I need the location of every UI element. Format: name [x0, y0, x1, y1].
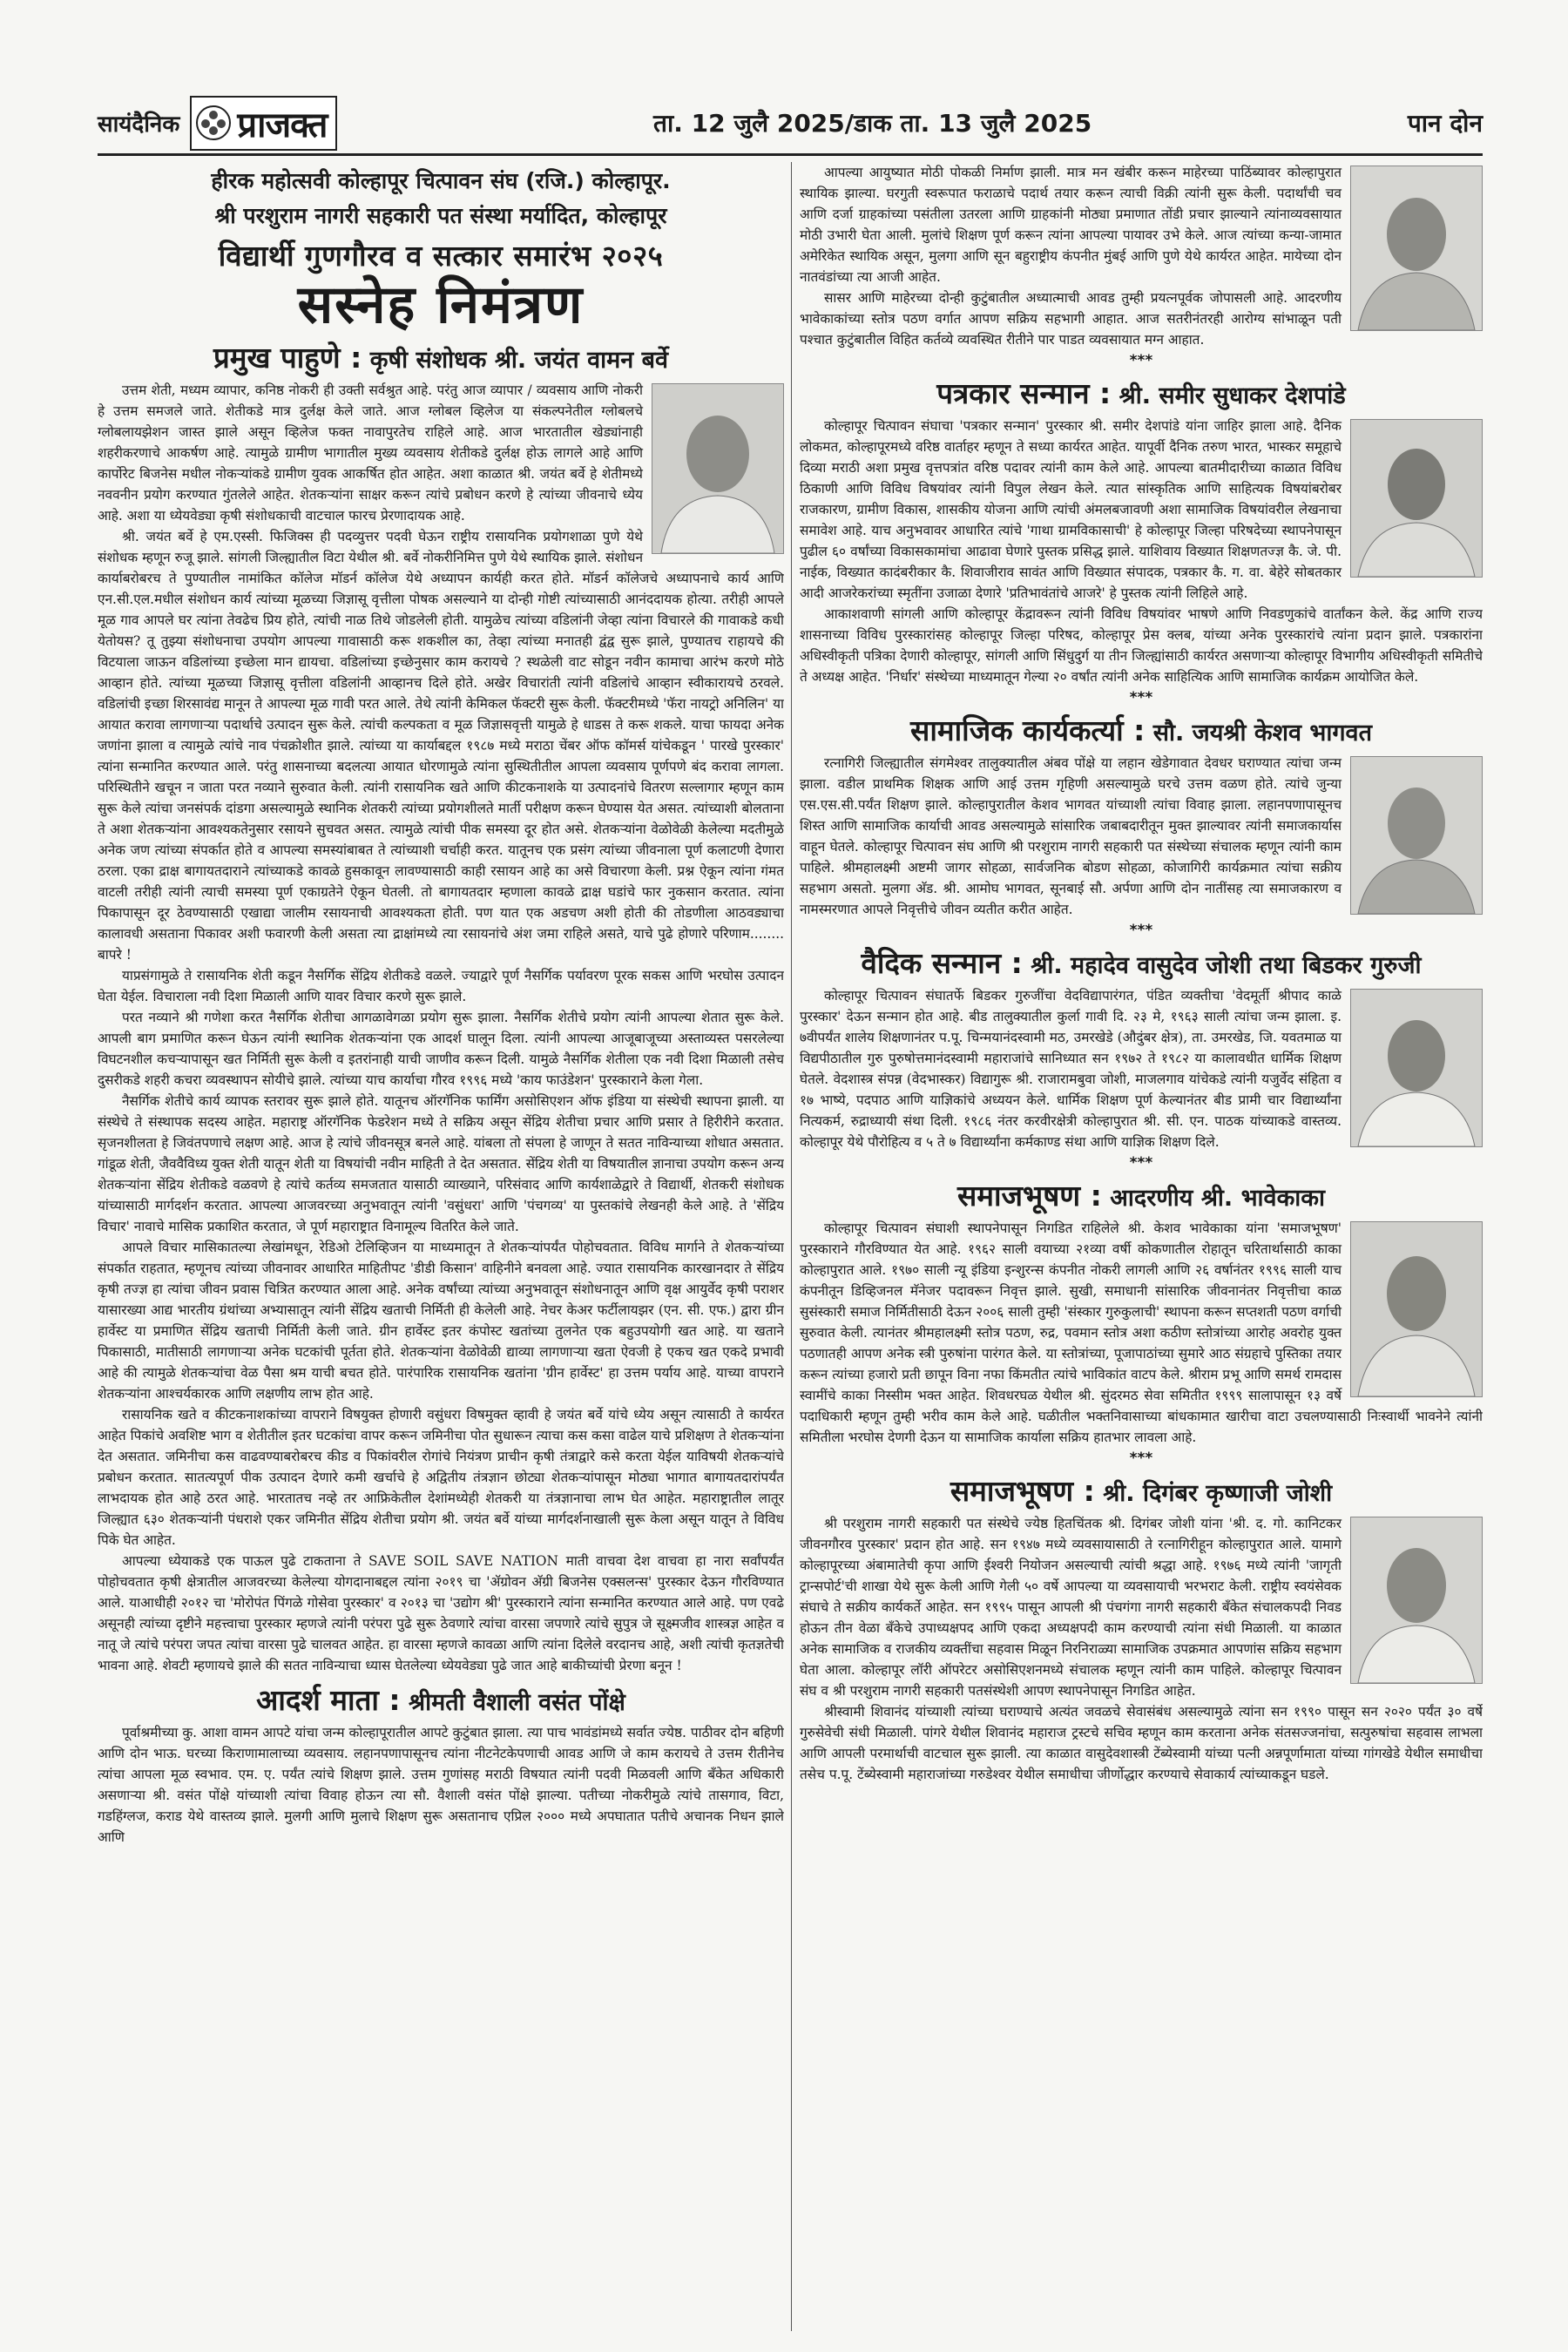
person-photo-icon [1351, 1517, 1482, 1683]
masthead-label: सायंदैनिक [98, 112, 180, 138]
samajbhushan-paragraph: कोल्हापूर चित्पावन संघाशी स्थापनेपासून निगडित राहिलेले श्री. केशव भावेकाका यांना 'समाजभूषण' पुरस्काराने गौरविण्यात येत आहे. १९६२ साली वयाच्या २१व्या वर्षी कोकणातील रोहातून चरितार्थासाठी काका कोल्हापुरात आले. १९७० साली न्यू इंडिया इन्शुरन्स कंपनीत नोकरी लागली आणि २६ वर्षानंतर १९९६ साली याच कंपनीतून डिव्हिजनल मॅनेजर पदावरून निवृत्त झाले. सुखी, समाधानी सांसारिक जीवनानंतर निवृत्तीचा काळ सुसंस्कारी समाज निर्मितीसाठी देऊन २००६ साली तुम्ही 'संस्कार गुरुकुलाची' स्थापना करून सप्तशती पठण वर्गाची सुरुवात केली. त्यानंतर श्रीमहालक्ष्मी स्तोत्र पठण, रुद्र, पवमान स्तोत्र अशा कठीण स्तोत्रांच्या आरोह अवरोह युक्त पठणातही आपण अनेक स्त्री पुरुषांना पारंगत केले. या स्तोत्रांच्या, पूजापाठांच्या सुमारे आठ संग्रहाचे पुस्तिका तयार करून त्यांच्या हजारो प्रती छापून विना नफा किंमतीत त्यांचे भाविकांत वाटप केले. श्रीराम प्रभू आणि समर्थ रामदास स्वामींचे काका निस्सीम भक्त आहेत. शिवधरघळ येथील श्री. सुंदरमठ सेवा समितीत १९९९ सालापासून १३ वर्षे पदाधिकारी म्हणून तुम्ही भरीव काम केले आहे. घळीतील भक्तनिवासाच्या बांधकामात खारीचा वाटा उचलण्यासाठी निःस्वार्थी भावनेने त्यांनी समितीला भरघोस देणगी देऊन या सामाजिक कार्याला सक्रिय हातभार लावला आहे. [800, 1220, 1483, 1445]
social-worker-paragraph: रत्नागिरी जिल्ह्यातील संगमेश्वर तालुक्यातील अंबव पोंक्षे या लहान खेडेगावात देवधर घराण्यात त्यांचा जन्म झाला. वडील प्राथमिक शिक्षक आणि आई उत्तम गृहिणी असल्यामुळे घरचे उत्तम वळण होते. त्यांचे जुन्या एस.एस.सी.पर्यंत शिक्षण झाले. कोल्हापुरातील केशव भागवत यांच्याशी त्यांचा विवाह झाला. लहानपणापासूनच शिस्त आणि सामाजिक कार्याची आवड असल्यामुळे सांसारिक जबाबदारीतून मुक्त झाल्यावर त्यांनी समाजकार्यास वाहून घेतले. कोल्हापूर चित्पावन संघ आणि श्री परशुराम नागरी सहकारी पत संस्थेच्या संचालक म्हणून त्यांनी काम पाहिले. श्रीमहालक्ष्मी अष्टमी जागर सोहळा, सार्वजनिक बोडण सोहळा, कोजागिरी कार्यक्रमात त्यांचा सक्रीय सहभाग असतो. मुलगा अ‍ॅड. श्री. आमोघ भागवत, सूनबाई सौ. अर्पणा आणि दोन नातींसह त्या समाजकारण व नामस्मरणात आपले निवृत्तीचे जीवन व्यतीत करीत आहेत. [800, 755, 1342, 917]
journalist-heading: पत्रकार सन्मान : श्री. समीर सुधाकर देशपांडे [936, 376, 1346, 410]
column-divider [791, 162, 792, 2331]
masthead-brand [98, 96, 337, 151]
samajbhushan-paragraph: श्रीस्वामी शिवानंद यांच्याशी त्यांच्या घराण्याचे अत्यंत जवळचे सेवासंबंध असल्यामुळे त्यांना सन १९९० पासून सन २०२० पर्यंत ३० वर्षे गुरुसेवेची संधी मिळाली. पांगरे येथील शिवानंद महाराज ट्रस्टचे सचिव म्हणून काम करताना अनेक संतसज्जनांचा, सत्पुरुषांचा सहवास लाभला आणि आपली परमार्थाची वाटचाल सुरू झाली. त्या काळात वासुदेवशास्त्री टेंब्येस्वामी यांच्या पत्नी अन्नपूर्णामाता यांच्या गांगखेडे येथील समाधीचा तसेच प.पू. टेंब्येस्वामी महाराजांच्या गरुडेश्वर येथील समाधीचा जीर्णोद्धार करण्याचे सेवाकार्य त्यांच्याकडून घडले. [800, 1704, 1483, 1782]
person-photo-icon [1351, 990, 1482, 1146]
section-separator: *** [1129, 1154, 1153, 1172]
samajbhushan-heading-1: समाजभूषण : आदरणीय श्री. भावेकाका [956, 1179, 1326, 1213]
section-separator: *** [1129, 352, 1153, 369]
organizer-line-1: हीरक महोत्सवी कोल्हापूर चित्पावन संघ (रजि.) कोल्हापूर. [211, 168, 671, 193]
organizer-line-2: श्री परशुराम नागरी सहकारी पत संस्था मर्यादित, कोल्हापूर [214, 203, 667, 228]
ideal-mother-paragraph: आपल्या आयुष्यात मोठी पोकळी निर्माण झाली. मात्र मन खंबीर करून माहेरच्या पाठिंब्यावर कोल्हापुरात स्थायिक झाल्या. घरगुती स्वरूपात फराळाचे पदार्थ तयार करून त्याची विक्री त्यांनी सुरू केली. पदार्थांची चव आणि दर्जा ग्राहकांच्या पसंतीला उतरला आणि ग्राहकांनी मोठ्या प्रमाणात तोंडी प्रचार झाल्याने त्यांनाव्यवसायात मोठी उभारी घेता आली. मुलांचे शिक्षण पूर्ण करून त्यांना आपल्या पायावर उभे केले. आज त्यांच्या कन्या-जामात अमेरिकेत स्थायिक असून, मुलगा आणि सून बहुराष्ट्रीय कंपनीत मुंबई आणि पुणे येथे कार्यरत आहेत. मायेच्या दोन नातवंडांच्या त्या आजी आहेत. [800, 165, 1342, 285]
ideal-mother-paragraph: पूर्वाश्रमीच्या कु. आशा वामन आपटे यांचा जन्म कोल्हापूरातील आपटे कुटुंबात झाला. त्या पाच भावंडांमध्ये सर्वात ज्येष्ठ. पाठीवर दोन बहिणी आणि दोन भाऊ. घरच्या किराणामालाच्या व्यवसाय. लहानपणापासूनच त्यांना नीटनेटकेपणाची आवड आणि जे काम करायचे ते उत्तम रीतीनेच त्यांचा आपला मूळ स्वभाव. एम. ए. पर्यंत त्यांचे शिक्षण झाले. उत्तम गुणांसह मराठी विषयात त्यांनी पदवी मिळवली आणि बँकेत अधिकारी असणाऱ्या श्री. वसंत पोंक्षे यांच्याशी त्यांचा विवाह होऊन त्या सौ. वैशाली वसंत पोंक्षे झाल्या. पतीच्या नोकरीमुळे त्यांचे तासगाव, विटा, गडहिंग्लज, कराड येथे वास्तव्य झाले. मुलगी आणि मुलाचे शिक्षण सुरू असतानाच एप्रिल २००० मध्ये अपघातात पतीचे अचानक निधन झाले आणि [98, 1725, 784, 1845]
vedic-paragraph: कोल्हापूर चित्पावन संघातर्फे बिडकर गुरुजींचा वेदविद्यापारंगत, पंडित व्यक्तीचा 'वेदमूर्ती श्रीपाद काळे पुरस्कार' देऊन सन्मान होत आहे. बीड तालुक्यातील कुर्ला गावी दि. २३ मे, १९६३ साली त्यांचा जन्म झाला. इ. ७वीपर्यंत शालेय शिक्षणानंतर प.पू. चिन्मयानंदस्वामी मठ, उमरखेडे (औदुंबर क्षेत्र), ता. उमरखेड, जि. यवतमाळ या विद्यपीठातील गुरु पुरुषोत्तमानंदस्वामी महाराजांचे सानिध्यात सन १९७२ ते १९८२ या कालावधीत धार्मिक शिक्षण घेतले. वेदशास्त्र संपन्न (वेदभास्कर) विद्यागुरू श्री. राजारामबुवा जोशी, माजलगाव यांचेकडे त्यांनी यजुर्वेद संहिता व १७ भाष्ये, पदपाठ आणि याज्ञिकांचे अध्ययन केले. धार्मिक शिक्षण पूर्ण केल्यानंतर बीड प्रामी चार विद्यार्थ्यांना नित्यकर्म, रुद्राध्यायी संथा दिली. १९८६ नंतर करवीरक्षेत्री कोल्हापुरात श्री. सी. एन. पाठक यांच्याकडे वास्तव्य. कोल्हापूर येथे पौरोहित्य व ५ ते ७ विद्यार्थ्यांना कर्मकाण्ड संथा आणि याज्ञिक शिक्षण दिले. [800, 988, 1342, 1150]
portrait-bhavekaka [1350, 1221, 1483, 1397]
section-separator: *** [1129, 1450, 1153, 1467]
person-photo-icon [1351, 1222, 1482, 1396]
samajbhushan-paragraph: श्री परशुराम नागरी सहकारी पत संस्थेचे ज्येष्ठ हितचिंतक श्री. दिगंबर जोशी यांना 'श्री. द. गो. कानिटकर जीवनगौरव पुरस्कार' प्रदान होत आहे. सन १९४७ मध्ये व्यवसायासाठी ते रत्नागिरीहून कोल्हापुरात आले. यामागे कोल्हापूरच्या अंबामातेची कृपा आणि ईश्वरी नियोजन असल्याची त्यांची श्रद्धा आहे. १९७६ मध्ये त्यांनी 'जागृती ट्रान्सपोर्ट'ची शाखा येथे सुरू केली आणि गेली ५० वर्षे आपल्या या व्यवसायाची भरभराट केली. राष्ट्रीय स्वयंसेवक संघाचे ते सक्रीय कार्यकर्ते आहेत. सन १९९५ पासून आपली श्री पंचगंगा नागरी सहकारी बँकेत संचालकपदी निवड होऊन तीन वेळा बँकेचे उपाध्यक्षपद आणि एकदा अध्यक्षपदी काम करण्याची त्यांना संधी मिळाली. या काळात अनेक सामाजिक व राजकीय व्यक्तींचा सहवास मिळून निरनिराळ्या सामाजिक उपक्रमात आपणांस सक्रिय सहभाग घेता आला. कोल्हापूर लॉरी ऑपरेटर असोसिएशनमध्ये संचालक म्हणून त्यांनी काम पाहिले. कोल्हापूर चित्पावन संघ व श्री परशुराम नागरी सहकारी पतसंस्थेशी आपण स्थापनेपासून निगडित आहेत. [800, 1516, 1342, 1699]
newspaper-logo [190, 96, 337, 151]
masthead-rule [98, 153, 1483, 156]
chief-guest-paragraph: परत नव्याने श्री गणेशा करत नैसर्गिक शेतीचा आगळावेगळा प्रयोग सुरू झाला. नैसर्गिक शेतीचे प्रयोग त्यांनी आपल्या शेतात सुरू केले. आपली बाग प्रमाणित करून घेऊन त्यांनी स्थानिक शेतकऱ्यांना एक आदर्श घालून दिला. त्यांनी आपल्या आजूबाजूच्या अस्ताव्यस्त पसरलेल्या विघटनशील कचऱ्यापासून खत निर्मिती सुरू केली व इतरांनाही याची जाणीव करून दिली. यामुळे नैसर्गिक शेतीला एक नवी दिशा मिळाली तसेच दुसरीकडे शहरी कचरा व्यवस्थापन सोयीचे झाले. त्यांच्या याच कार्याचा गौरव १९९६ मध्ये 'काय फाउंडेशन' पुरस्काराने केला गेला. [98, 1010, 784, 1088]
person-photo-icon [1351, 757, 1482, 914]
journalist-paragraph: कोल्हापूर चित्पावन संघाचा 'पत्रकार सन्मान' पुरस्कार श्री. समीर देशपांडे यांना जाहिर झाला आहे. दैनिक लोकमत, कोल्हापूरमध्ये वरिष्ठ वार्ताहर म्हणून ते सध्या कार्यरत आहेत. यापूर्वी दैनिक तरुण भारत, भास्कर समूहाचे दिव्या मराठी अशा प्रमुख वृत्तपत्रांत वरिष्ठ पदावर त्यांनी काम केले आहे. आपल्या बातमीदारीच्या काळात विविध ठिकाणी आणि विविध विषयांवर त्यांनी विपुल लेखन केले. त्यात सांस्कृतिक आणि साहित्यक विषयांबरोबर राजकारण, ग्रामीण विकास, शासकीय योजना आणि त्यांची अंमलबजावणी अशा सामाजिक विषयांवरील लेखनाचा समावेश आहे. याच अनुभवावर आधारित त्यांचे 'गाथा ग्रामविकासाची' हे कोल्हापूर जिल्हा परिषदेच्या स्थापनेपासून पुढील ६० वर्षांच्या विकासकामांचा आढावा घेणारे पुस्तक प्रसिद्ध झाले. याशिवाय विख्यात शिक्षणतज्ज्ञ कै. जे. पी. नाईक, विख्यात कादंबरीकार कै. शिवाजीराव सावंत आणि विख्यात संपादक, पत्रकार कै. ग. वा. बेहेरे सोबतकार आदी आजरेकरांच्या स्मृतींना उजाळा देणारे 'प्रतिभावंतांचे आजरे' हे पुस्तक त्यांनी लिहिले आहे. [800, 418, 1342, 601]
page-number: पान दोन [1407, 109, 1483, 138]
right-column [800, 162, 1483, 2340]
chief-guest-heading: प्रमुख पाहुणे : कृषी संशोधक श्री. जयंत वामन बर्वे [213, 341, 669, 375]
chief-guest-paragraph: नैसर्गिक शेतीचे कार्य व्यापक स्तरावर सुरू झाले होते. यातूनच ऑरगॅनिक फार्मिंग असोसिएशन ऑफ इंडिया या संस्थेची स्थापना झाली. या संस्थेचे ते संस्थापक सदस्य आहेत. महाराष्ट्र ऑरगॅनिक फेडरेशन मध्ये ते सक्रिय असून सेंद्रिय शेतीचा प्रचार आणि प्रसार ते हिरीरीने करतात. सृजनशीलता हे जिवंतपणाचे लक्षण आहे. आज हे त्यांचे जीवनसूत्र बनले आहे. यांबला तो संपला हे जाणून ते सतत नाविन्याच्या शोधात असतात. गांडूळ शेती, जैववैविध्य युक्त शेती यातून शेती या विषयांची नवीन माहिती ते देत असतात. सेंद्रिय शेती या विषयातील ज्ञानाचा उपयोग करून अन्य शेतकऱ्यांना सेंद्रिय शेतीकडे वळवणे हे त्यांचे कर्तव्य समजतात यासाठी व्याख्याने, परिसंवाद आणि कार्यशाळेद्वारे ते विद्यार्थी, शेतकरी संशोधक यांच्यासाठी मार्गदर्शन करतात. आपल्या आजवरच्या अनुभवातून त्यांनी 'वसुंधरा' आणि 'पंचगव्य' या पुस्तकांचे लेखनही केले आहे. ते 'सेंद्रिय विचार' नावाचे मासिक प्रकाशित करतात, जे पूर्ण महाराष्ट्रात विनामूल्य वितरित केले जाते. [98, 1093, 784, 1234]
event-title: विद्यार्थी गुणगौरव व सत्कार समारंभ २०२५ [218, 239, 664, 273]
portrait-bhagwat [1350, 756, 1483, 915]
chief-guest-paragraph: रासायनिक खते व कीटकनाशकांच्या वापराने विषयुक्त होणारी वसुंधरा विषमुक्त व्हावी हे जयंत बर्वे यांचे ध्येय असून त्यासाठी ते कार्यरत आहेत पिकांचे अवशिष्ट भाग व शेतीतील इतर घटकांचा वापर करून जमिनीचा पोत सुधारून त्याचा कस कसा वाढेल याचे प्रशिक्षण ते शेतकऱ्यांना देत असतात. जमिनीचा कस वाढवण्याबरोबरच कीड व पिकांवरील रोगांचे नियंत्रण प्राचीन कृषी तंत्राद्वारे कसे करता येईल याविषयी शेतकऱ्यांचे प्रबोधन करतात. सातत्यपूर्ण पीक उत्पादन देणारे कमी खर्चाचे हे अद्वितीय तंत्रज्ञान छोट्या शेतकऱ्यांपासून मोठ्या भागात बागायतदारांपर्यंत लाभदायक होत आहे ठरत आहे. भारतातच नव्हे तर आफ्रिकेतील देशांमध्येही शेतकरी या तंत्रज्ञानाचा लाभ घेत आहेत. महाराष्ट्रातील लातूर जिल्ह्यात ६३० शेतकऱ्यांनी पंधराशे एकर जमिनीत सेंद्रिय शेतीचा प्रयोग श्री. जयंत बर्वे यांच्या मार्गदर्शनाखाली सुरू केला असून यातून ते विविध पिके घेत आहेत. [98, 1407, 784, 1548]
chief-guest-paragraph: आपल्या ध्येयाकडे एक पाऊल पुढे टाकताना ते SAVE SOIL SAVE NATION माती वाचवा देश वाचवा हा नारा सर्वांपर्यंत पोहोचवतात कृषी क्षेत्रातील आजवरच्या केलेल्या योगदानाबद्दल त्यांना २०१९ चा 'ॲग्रोवन अ‍ॅग्री बिजनेस एक्सलन्स' पुरस्कार देऊन गौरविण्यात आले. याआधीही २०१२ चा 'मोरोपंत पिंगळे गोसेवा पुरस्कार' व २०१३ चा 'उद्योग श्री' पुरस्काराने त्यांना सन्मानित करण्यात आले आहे. पण एवढे असूनही त्यांच्या दृष्टीने महत्त्वाचा पुरस्कार म्हणजे त्यांनी परंपरा पुढे सुरू ठेवणारे त्यांचा वारसा जपणारे त्यांचे सुपुत्र जे सूक्ष्मजीव शास्त्रज्ञ आहेत व नातू जे त्यांचे परंपरा जपत त्यांचा वारसा पुढे चालवत आहेत. हा वारसा म्हणजे कावळा आणि त्यांना दिलेले वरदानच आहे, अशी त्यांची कृतज्ञतेची भावना आहे. शेवटी म्हणायचे झाले की सतत नाविन्याचा ध्यास घेतलेल्या ध्येयवेड्या पुढे जात आहे बाकीच्यांची प्रेरणा बनून ! [98, 1553, 784, 1673]
section-separator: *** [1129, 689, 1153, 706]
person-photo-icon [1351, 420, 1482, 577]
chief-guest-paragraph: याप्रसंगामुळे ते रासायनिक शेती कडून नैसर्गिक सेंद्रिय शेतीकडे वळले. ज्याद्वारे पूर्ण नैसर्गिक पर्यावरण पूरक सकस आणि भरघोस उत्पादन घेता येईल. विचाराला नवी दिशा मिळाली आणि यावर विचार करणे सुरू झाले. [98, 968, 784, 1004]
ideal-mother-heading: आदर्श माता : श्रीमती वैशाली वसंत पोंक्षे [256, 1683, 625, 1717]
social-worker-heading: सामाजिक कार्यकर्त्या : सौ. जयश्री केशव भागवत [910, 713, 1372, 747]
left-column [98, 162, 784, 2340]
issue-date: ता. 12 जुलै 2025/डाक ता. 13 जुलै 2025 [653, 109, 1092, 138]
masthead [98, 94, 1483, 152]
portrait-bidkar [1350, 989, 1483, 1147]
journalist-paragraph: आकाशवाणी सांगली आणि कोल्हापूर केंद्रावरून त्यांनी विविध विषयांवर भाषणे आणि निवडणुकांचे वार्तांकन केले. केंद्र आणि राज्य शासनाच्या विविध पुरस्कारांसह कोल्हापूर जिल्हा परिषद, कोल्हापूर प्रेस क्लब, यांच्या अनेक पुरस्कारांचे त्यांना प्रदान झाले. पत्रकारांना अधिस्वीकृती पत्रिका देणारी कोल्हापूर, सांगली आणि सिंधुदुर्ग या तीन जिल्ह्यांसाठी कार्यरत असणाऱ्या कोल्हापूर विभागीय अधिस्वीकृती समितीचे ते अध्यक्ष आहेत. 'निर्धार' संस्थेच्या माध्यमातून गेल्या २० वर्षांत त्यांनी अनेक साहित्यिक आणि सामाजिक कार्यक्रम आयोजित केले. [800, 606, 1483, 685]
logo-text: प्राजक्त [237, 105, 328, 145]
portrait-joshi [1350, 1517, 1483, 1684]
vedic-heading: वैदिक सन्मान : श्री. महादेव वासुदेव जोशी तथा बिडकर गुरुजी [861, 946, 1422, 980]
flower-emblem-icon [195, 105, 232, 141]
portrait-deshpande [1350, 419, 1483, 578]
chief-guest-paragraph: आपले विचार मासिकातल्या लेखांमधून, रेडिओ टेलिव्हिजन या माध्यमातून ते शेतकऱ्यांपर्यंत पोहोचवतात. विविध मार्गाने ते शेतकऱ्यांच्या संपर्कात राहतात, म्हणूनच त्यांच्या जीवनावर आधारित माहितीपट 'डीडी किसान' वाहिनीने बनवला आहे. ज्यात रासायनिक कारखानदार ते सेंद्रिय कृषी तज्ज्ञ हा त्यांचा जीवन प्रवास चित्रित करण्यात आला आहे. अनेक वर्षांच्या त्यांच्या अनुभवातून संशोधनातून आणि वृक्ष आयुर्वेद कृषी पराशर यासारख्या आद्य भारतीय ग्रंथांच्या अभ्यासातून त्यांनी सेंद्रिय खताची निर्मिती ही केलेली आहे. नेचर केअर फर्टीलायझर (एन. सी. एफ.) द्वारा ग्रीन हार्वेस्ट या प्रमाणित सेंद्रिय खताची निर्मिती केली जाते. ग्रीन हार्वेस्ट इतर कंपोस्ट खतांच्या तुलनेत एक बहुउपयोगी खत आहे. या खताने पिकासाठी, मातीसाठी लागणाऱ्या अनेक घटकांची पूर्तता होते. शेतकऱ्यांना वेळोवेळी द्याव्या लागणाऱ्या खता ऐवजी हे एकच खत एकदे प्रभावी आहे की त्यामुळे शेतकऱ्यांचा वेळ पैसा श्रम याची बचत होते. पारंपारिक रासायनिक खतांना 'ग्रीन हार्वेस्ट' हा उत्तम पर्याय आहे. याच्या वापराने शेतकऱ्यांना आश्चर्यकारक आणि लक्षणीय लाभ होत आहे. [98, 1240, 784, 1402]
person-photo-icon [1351, 166, 1482, 330]
chief-guest-paragraph: श्री. जयंत बर्वे हे एम.एस्सी. फिजिक्स ही पदव्युत्तर पदवी घेऊन राष्ट्रीय रासायनिक प्रयोगशाळा पुणे येथे संशोधक म्हणून रुजू झाले. सांगली जिल्ह्यातील विटा येथील श्री. बर्वे नोकरीनिमित्त पुणे येथे स्थायिक झाले. संशोधन कार्याबरोबरच ते पुण्यातील नामांकित कॉलेज मॉडर्न कॉलेज येथे अध्यापन कार्यही करत होते. मॉडर्न कॉलेजचे अध्यापनाचे कार्य आणि एन.सी.एल.मधील संशोधन कार्य त्यांच्या मूळच्या जिज्ञासू वृत्तीला पोषक असल्याने या दोन्ही गोष्टी त्यांच्यासाठी आनंददायक होत्या. तरीही आपले मूळ गाव आपले घर त्यांना तेवढेच प्रिय होते, त्यांची नाळ तिथे जोडलेली होती. यामुळेच त्यांच्या वडिलांनी जेव्हा त्यांना विचारले की गावाकडे कधी येतोयस? तू तुझ्या संशोधनाचा उपयोग आपल्या गावासाठी करू शकशील का, तेव्हा त्यांच्या मनातही द्वंद्व सुरू झाले, पुण्यातच राहायचे की विटयाला जाऊन वडिलांच्या इच्छेला मान द्यायचा. वडिलांच्या इच्छेनुसार काम करायचे ? स्थळेली वाट सोडून नवीन कामाचा आरंभ करणे मोठे आव्हान होते. त्यांच्या मूळच्या जिज्ञासू वृत्तीला वडिलांनी आव्हानच दिले होते. अखेर विचारांती त्यांनी वडिलांचे आव्हान स्वीकारायचे ठरवले. वडिलांची इच्छा शिरसावंद्य मानून ते आपल्या मूळ गावी परत आले. तेथे त्यांनी केमिकल फॅक्टरी सुरू केली. फॅक्टरीमध्ये 'फॅरा नायट्रो अनिलिन' या आयात करावा लागणाऱ्या पदार्थाचे उत्पादन सुरू केले. त्यांची कल्पकता व मूळ जिज्ञासवृत्ती यामुळे हे धाडस ते करू शकले. याचा फायदा अनेक जणांना झाला व त्यामुळे त्यांचे नाव पंचक्रोशीत झाले. त्यांच्या या कार्याबद्दल १९८७ मध्ये मराठा चेंबर ऑफ कॉमर्स यांचेकडून ' पारखे पुरस्कार' त्यांना सन्मानित करण्यात आले. परंतु शासनाच्या बदलत्या आयात धोरणामुळे त्यांना सुस्थितीतील आपला व्यवसाय पूर्णपणे बंद करावा लागला. परिस्थितीने खचून न जाता परत नव्याने सुरुवात केली. त्यांनी रासायनिक खते आणि कीटकनाशके या उत्पादनांचे वितरण सल्लागार म्हणून काम सुरू केले त्यांचा जनसंपर्क दांडगा असल्यामुळे स्थानिक शेतकरी त्यांच्या प्रयोगशीलते मार्ती परीक्षण करून घेण्यास येत असत. त्यांच्याशी बोलताना ते अशा शेतकऱ्यांना आवश्यकतेनुसार रसायने सुचवत असत. त्यामुळे त्यांची पीक समस्या दूर होत असे. शेतकऱ्यांना वेळोवेळी केलेल्या मदतीमुळे अनेक जण त्यांच्या संपर्कात होते व आपल्या समस्यांबाबत ते त्यांच्याशी चर्चाही करत. यातूनच एक प्रसंग त्यांच्या जीवनाला पूर्ण कलाटणी देणारा ठरला. एका द्राक्ष बागायतदाराने त्यांच्याकडे कावळे हुसकावून लावण्यासाठी काही रसायन आहे का असे विचारणा केली. प्रश्न ऐकून त्यांना गंमत वाटली तरीही त्यांनी त्याची समस्या पूर्ण एकाग्रतेने ऐकून घेतली. तो बागायतदार म्हणाला कावळे द्राक्ष घडांचे फार नुकसान करतात. त्यांना पिकापासून दूर ठेवण्यासाठी एखाद्या जालीम रसायनाची आवश्यकता होती. पण यात एक अडचण अशी होती की तोडणीला आठवड्याचा कालावधी असताना पिकावर अशी फवारणी केली असता त्या द्राक्षांमध्ये त्या रसायनांचे अंश जमा राहिले असते, याचे पुढे होणारे परिणाम........ बापरे ! [98, 529, 784, 963]
invitation-title: सस्नेह निमंत्रण [297, 274, 585, 335]
section-separator: *** [1129, 922, 1153, 939]
portrait-barve [652, 383, 784, 554]
person-photo-icon [652, 384, 783, 553]
samajbhushan-heading-2: समाजभूषण : श्री. दिगंबर कृष्णाजी जोशी [950, 1474, 1333, 1508]
chief-guest-paragraph: उत्तम शेती, मध्यम व्यापार, कनिष्ठ नोकरी ही उक्ती सर्वश्रुत आहे. परंतु आज व्यापार / व्यवसाय आणि नोकरी हे उत्तम समजले जाते. शेतीकडे मात्र दुर्लक्ष केले जाते. आज ग्लोबल व्हिलेज या संकल्पनेतील ग्लोबलचे ग्लोबलायझेशन जास्त झाले असून व्हिलेज फक्त नावापुरतेच राहिले आहे. आज भारतातील खेड्यांनाही शहरीकरणाचे आकर्षण आहे. त्यामुळे ग्रामीण भागातील मुख्य व्यवसाय शेतीकडे दुर्लक्ष होऊ लागले आहे आणि कार्पोरेट बिजनेस मधील नोकऱ्यांकडे ग्रामीण युवक आकर्षित होत आहेत. अशा काळात श्री. जयंत बर्वे हे शेतीमध्ये नववनीन प्रयोग करण्यात गुंतलेले आहेत. शेतकऱ्यांना साक्षर करून त्यांचे प्रबोधन करणे हे त्यांच्या जीवनाचे ध्येय आहे. अशा या ध्येयवेड्या कृषी संशोधकाची वाटचाल फारच प्रेरणादायक आहे. [98, 382, 643, 524]
ideal-mother-paragraph: सासर आणि माहेरच्या दोन्ही कुटुंबातील अध्यात्माची आवड तुम्ही प्रयत्नपूर्वक जोपासली आहे. आदरणीय भावेकाकांच्या स्तोत्र पठण वर्गात आपण सक्रिय सहभागी आहात. आज सतरीनंतरही आरोग्य सांभाळून पती पश्चात कुटुंबातील विहित कर्तव्ये व्यवस्थित रीतीने पार पाडत व्यवसायात मग्न आहात. [800, 290, 1342, 348]
portrait-ponkshe [1350, 166, 1483, 331]
